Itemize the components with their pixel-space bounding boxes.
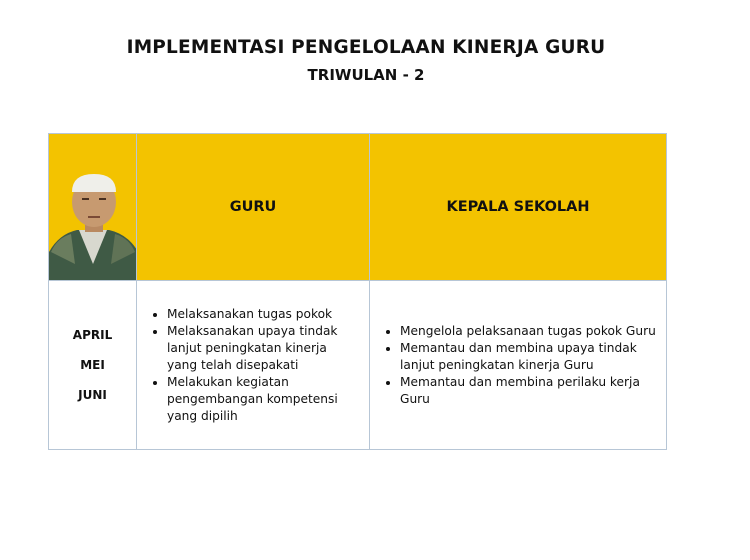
guru-task-list [137, 306, 369, 425]
list-item: • Melakukan kegiatan pengembangan kompetensi yang dipilih [167, 374, 359, 425]
performance-table [48, 133, 667, 450]
list-item: • Memantau dan membina upaya tindak lanjut peningkatan kinerja Guru [400, 340, 666, 374]
list-item: • Melaksanakan tugas pokok [167, 306, 359, 323]
column-header-kepala-sekolah: KEPALA SEKOLAH [370, 134, 666, 281]
list-item: • Memantau dan membina perilaku kerja Guru [400, 374, 666, 408]
month-mei: MEI [80, 358, 105, 372]
teacher-portrait-image [49, 134, 137, 281]
month-april: APRIL [72, 328, 113, 342]
column-header-guru: GURU [137, 134, 370, 281]
page-subtitle: TRIWULAN - 2 [307, 66, 425, 84]
list-item: • Mengelola pelaksanaan tugas pokok Guru [400, 323, 666, 340]
teacher-photo [49, 134, 137, 281]
page-title: IMPLEMENTASI PENGELOLAAN KINERJA GURU [126, 37, 606, 58]
kepala-tasks-cell [370, 281, 666, 449]
list-item: • Melaksanakan upaya tindak lanjut peningkatan kinerja yang telah disepakati [167, 323, 359, 374]
kepala-task-list [370, 323, 666, 408]
month-juni: JUNI [78, 388, 107, 402]
guru-tasks-cell [137, 281, 370, 449]
months-cell [49, 281, 137, 449]
